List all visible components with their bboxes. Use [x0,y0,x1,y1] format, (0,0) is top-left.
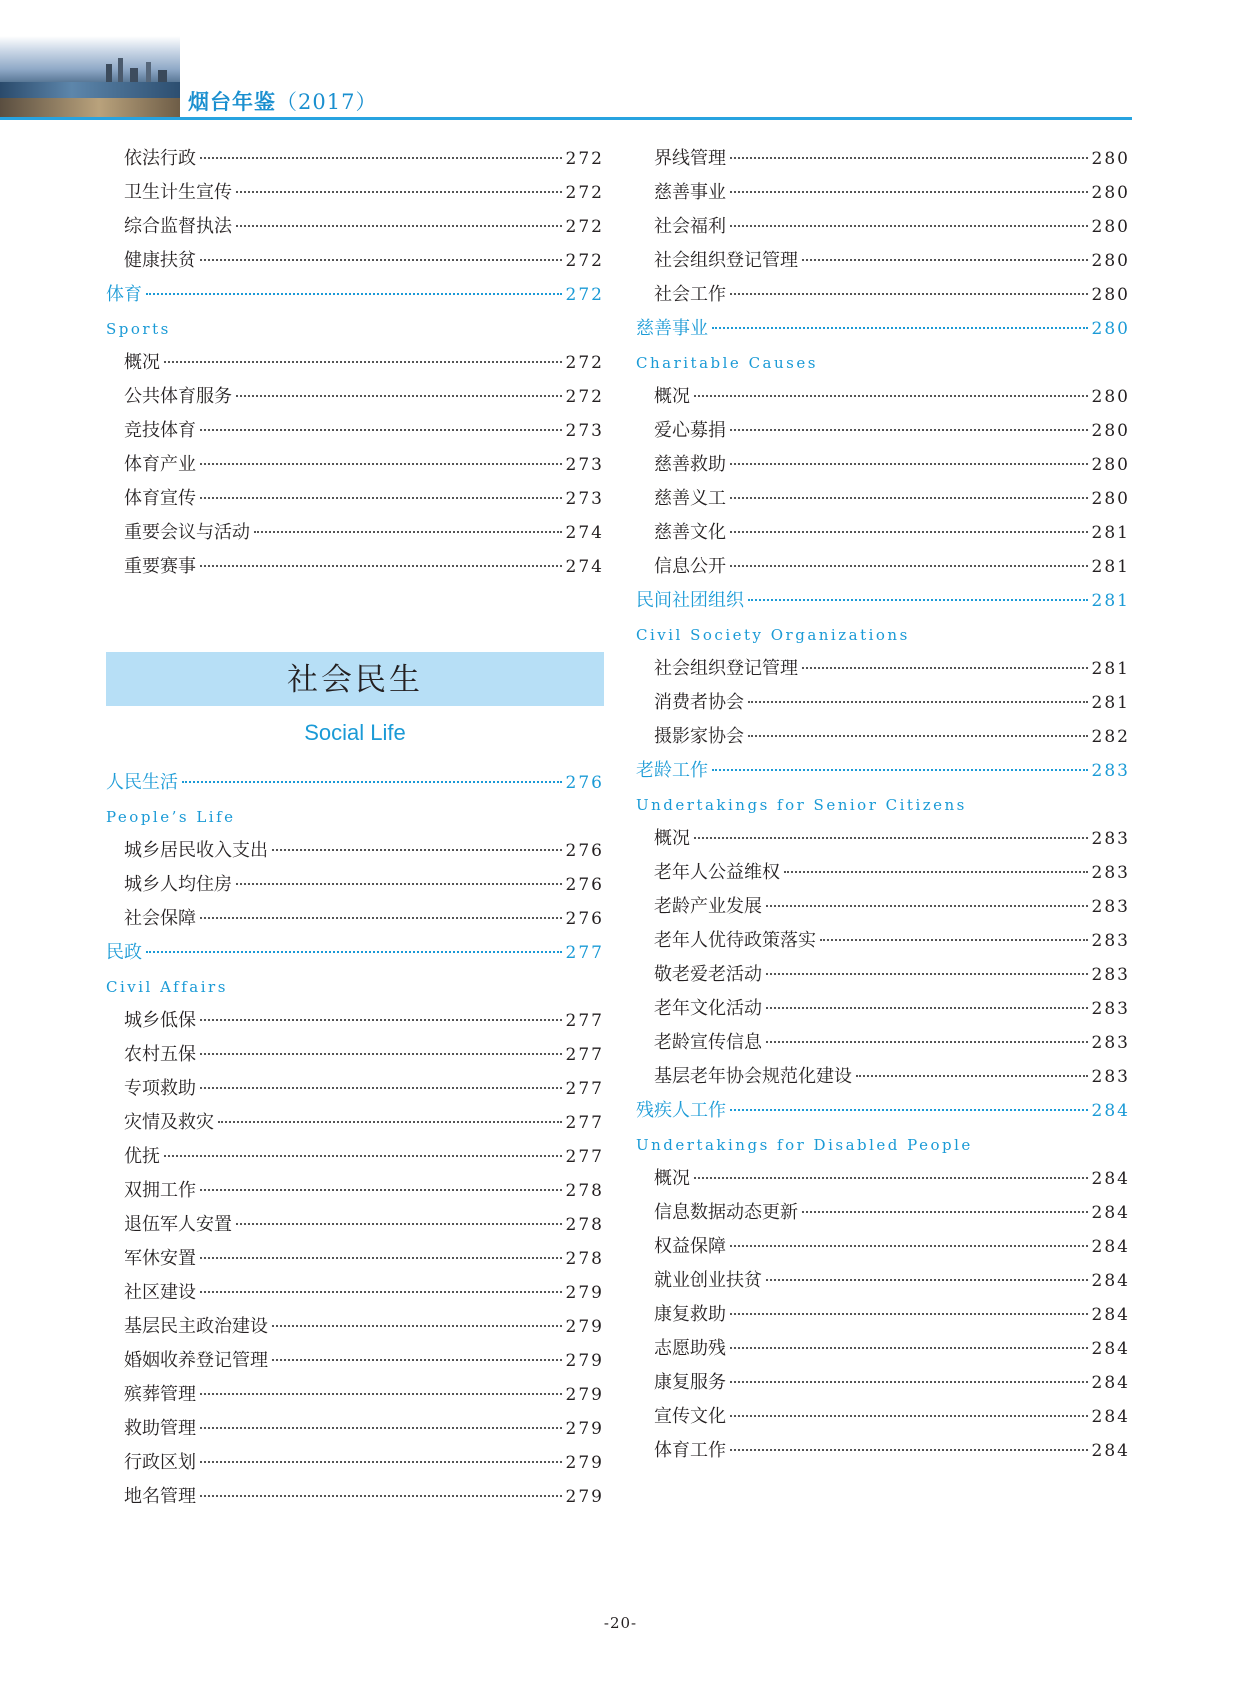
toc-entry[interactable] [636,924,1130,958]
toc-section-english-title [636,1128,1130,1162]
toc-page-number: 284 [1091,1101,1130,1121]
dot-leader [236,1222,562,1225]
toc-entry[interactable] [636,244,1130,278]
toc-entry-label: 城乡低保 [124,1010,196,1031]
toc-page-number: 272 [565,285,604,305]
toc-entry[interactable] [636,210,1130,244]
toc-entry-label: 信息公开 [654,556,726,577]
toc-page-number: 280 [1091,421,1130,441]
toc-page-number: 281 [1091,659,1130,679]
toc-entry[interactable] [106,1140,604,1174]
toc-entry[interactable] [106,834,604,868]
toc-entry-label: 消费者协会 [654,692,744,713]
toc-entry[interactable] [636,1060,1130,1094]
toc-entry-label: 重要赛事 [124,556,196,577]
toc-entry-label: 信息数据动态更新 [654,1202,798,1223]
dot-leader [730,496,1088,499]
chapter-title: 社会民生 [287,662,423,698]
toc-entry-label: 宣传文化 [654,1406,726,1427]
toc-page-number: 272 [565,217,604,237]
toc-page-number: 283 [1091,999,1130,1019]
toc-page-number: 272 [565,251,604,271]
dot-leader [820,938,1088,941]
toc-entry-label: 退伍军人安置 [124,1214,232,1235]
toc-entry[interactable] [106,902,604,936]
toc-entry[interactable] [106,142,604,176]
toc-entry-label: 概况 [654,828,690,849]
toc-entry-label: 依法行政 [124,148,196,169]
dot-leader [784,870,1088,873]
toc-entry[interactable] [106,176,604,210]
dot-leader [802,258,1088,261]
toc-entry[interactable] [636,176,1130,210]
dot-leader [730,530,1088,533]
toc-page-number: 277 [565,1079,604,1099]
toc-page-number: 276 [565,875,604,895]
toc-page-number: 272 [565,183,604,203]
dot-leader [200,916,562,919]
toc-page-number: 283 [1091,965,1130,985]
toc-page-number: 283 [1091,1067,1130,1087]
toc-entry-label: 综合监督执法 [124,216,232,237]
dot-leader [748,734,1088,737]
page-number: -20- [603,1614,638,1632]
toc-entry[interactable] [106,244,604,278]
dot-leader [200,156,562,159]
toc-entry[interactable] [636,380,1130,414]
dot-leader [200,1188,562,1191]
toc-entry-label: 优抚 [124,1146,160,1167]
toc-page-number: 284 [1091,1203,1130,1223]
yearbook-name: 烟台年鉴 [188,90,276,114]
toc-page-number: 283 [1091,1033,1130,1053]
toc-page-number: 280 [1091,319,1130,339]
toc-entry-label: 慈善义工 [654,488,726,509]
toc-entry[interactable] [106,550,604,584]
toc-entry[interactable] [636,652,1130,686]
toc-left-upper-list [106,142,604,584]
header-city-photo [0,36,180,120]
dot-leader [748,700,1088,703]
toc-entry-label: 权益保障 [654,1236,726,1257]
toc-section-entry[interactable] [106,936,604,970]
dot-leader [236,882,562,885]
toc-entry-label: 军休安置 [124,1248,196,1269]
toc-entry-label: 殡葬管理 [124,1384,196,1405]
toc-entry[interactable] [636,1026,1130,1060]
toc-page-number: 274 [565,557,604,577]
dot-leader [694,394,1088,397]
toc-entry-label: 概况 [124,352,160,373]
toc-entry[interactable] [106,414,604,448]
toc-page-number: 276 [565,773,604,793]
toc-page-number: 283 [1091,761,1130,781]
toc-page-number: 282 [1091,727,1130,747]
toc-page-number: 276 [565,909,604,929]
chapter-subtitle: Social Life [304,720,406,745]
toc-page-number: 272 [565,353,604,373]
toc-entry-label: 老年人公益维权 [654,862,780,883]
toc-page-number: 283 [1091,829,1130,849]
toc-entry[interactable] [636,516,1130,550]
toc-entry[interactable] [636,414,1130,448]
toc-page-number: 273 [565,421,604,441]
toc-entry-label: 老龄产业发展 [654,896,762,917]
toc-entry[interactable] [636,278,1130,312]
dot-leader [236,224,562,227]
toc-page-number: 280 [1091,149,1130,169]
toc-entry[interactable] [636,448,1130,482]
toc-entry[interactable] [106,516,604,550]
toc-page-number: 280 [1091,183,1130,203]
toc-page-number: 279 [565,1419,604,1439]
dot-leader [730,1312,1088,1315]
toc-entry-label: 摄影家协会 [654,726,744,747]
toc-page-number: 279 [565,1487,604,1507]
toc-page-number: 284 [1091,1339,1130,1359]
toc-page-number: 273 [565,455,604,475]
toc-entry-label: 爱心募捐 [654,420,726,441]
toc-entry-label: 老年文化活动 [654,998,762,1019]
dot-leader [146,950,562,953]
dot-leader [802,1210,1088,1213]
toc-page-number: 279 [565,1351,604,1371]
toc-entry-label: 社会工作 [654,284,726,305]
toc-entry-label: 基层老年协会规范化建设 [654,1066,852,1087]
toc-entry-label: 卫生计生宣传 [124,182,232,203]
dot-leader [200,428,562,431]
toc-entry-label: 敬老爱老活动 [654,964,762,985]
dot-leader [694,836,1088,839]
toc-page-number: 283 [1091,863,1130,883]
toc-entry[interactable] [106,1480,604,1514]
toc-entry-label: 专项救助 [124,1078,196,1099]
dot-leader [164,360,562,363]
dot-leader [200,496,562,499]
dot-leader [712,326,1088,329]
toc-entry-label: Sports [106,320,171,338]
toc-entry[interactable] [636,1400,1130,1434]
toc-entry[interactable] [106,1276,604,1310]
toc-section-entry[interactable] [636,312,1130,346]
toc-entry-label: 慈善文化 [654,522,726,543]
section-gap [106,584,604,642]
toc-entry-label: 重要会议与活动 [124,522,250,543]
dot-leader [218,1120,562,1123]
toc-page-number: 274 [565,523,604,543]
toc-entry[interactable] [636,550,1130,584]
toc-entry[interactable] [636,482,1130,516]
toc-page-number: 276 [565,841,604,861]
toc-entry[interactable] [636,1162,1130,1196]
toc-entry-label: 民间社团组织 [636,590,744,611]
toc-entry[interactable] [106,868,604,902]
dot-leader [272,1324,562,1327]
toc-page-number: 283 [1091,897,1130,917]
yearbook-title [188,86,377,116]
toc-entry-label: 救助管理 [124,1418,196,1439]
toc-entry-label: 人民生活 [106,772,178,793]
dot-leader [146,292,562,295]
toc-entry[interactable] [636,1196,1130,1230]
dot-leader [730,190,1088,193]
dot-leader [200,1018,562,1021]
toc-entry-label: 竞技体育 [124,420,196,441]
dot-leader [766,972,1088,975]
toc-section-english-title [636,346,1130,380]
toc-page-number: 272 [565,149,604,169]
dot-leader [730,1108,1088,1111]
toc-entry[interactable] [636,1332,1130,1366]
dot-leader [200,564,562,567]
toc-entry-label: 体育工作 [654,1440,726,1461]
dot-leader [200,1256,562,1259]
toc-entry[interactable] [636,890,1130,924]
toc-section-english-title [636,618,1130,652]
toc-left-column [106,142,604,1514]
toc-entry[interactable] [106,1242,604,1276]
toc-entry-label: 城乡人均住房 [124,874,232,895]
toc-entry[interactable] [106,380,604,414]
toc-page-number: 273 [565,489,604,509]
toc-entry-label: 就业创业扶贫 [654,1270,762,1291]
toc-page-number: 272 [565,387,604,407]
toc-entry[interactable] [636,1298,1130,1332]
dot-leader [730,428,1088,431]
toc-page-number: 281 [1091,523,1130,543]
toc-entry[interactable] [106,1038,604,1072]
toc-page-number: 278 [565,1181,604,1201]
toc-entry-label: 志愿助残 [654,1338,726,1359]
toc-entry-label: 慈善事业 [636,318,708,339]
dot-leader [856,1074,1088,1077]
toc-entry[interactable] [106,448,604,482]
toc-entry-label: 健康扶贫 [124,250,196,271]
dot-leader [200,1086,562,1089]
toc-page-number: 278 [565,1215,604,1235]
toc-entry-label: 康复服务 [654,1372,726,1393]
toc-entry[interactable] [636,958,1130,992]
toc-entry-label: 灾情及救灾 [124,1112,214,1133]
toc-entry-label: 慈善事业 [654,182,726,203]
toc-entry-label: 老年人优待政策落实 [654,930,816,951]
toc-entry-label: 社会组织登记管理 [654,658,798,679]
toc-page-number: 281 [1091,693,1130,713]
toc-page-number: 284 [1091,1237,1130,1257]
toc-page-number: 281 [1091,591,1130,611]
toc-entry-label: Civil Society Organizations [636,626,910,644]
dot-leader [200,1392,562,1395]
toc-page-number: 280 [1091,251,1130,271]
toc-entry[interactable] [106,1412,604,1446]
toc-page-number: 279 [565,1453,604,1473]
toc-left-lower-list [106,766,604,1514]
dot-leader [254,530,562,533]
toc-entry-label: 体育宣传 [124,488,196,509]
toc-entry-label: 基层民主政治建设 [124,1316,268,1337]
toc-entry-label: 老龄工作 [636,760,708,781]
toc-entry-label: 社会福利 [654,216,726,237]
toc-section-entry[interactable] [636,584,1130,618]
toc-entry-label: Civil Affairs [106,978,228,996]
toc-page-number: 279 [565,1385,604,1405]
toc-entry[interactable] [106,482,604,516]
toc-entry-label: 体育产业 [124,454,196,475]
toc-right-list [636,142,1130,1468]
toc-entry-label: 民政 [106,942,142,963]
dot-leader [766,1040,1088,1043]
toc-page-number: 277 [565,943,604,963]
toc-page-number: 280 [1091,217,1130,237]
toc-entry[interactable] [106,1446,604,1480]
toc-entry[interactable] [636,1264,1130,1298]
toc-page-number: 279 [565,1283,604,1303]
toc-entry[interactable] [636,856,1130,890]
toc-entry-label: Charitable Causes [636,354,818,372]
dot-leader [200,1052,562,1055]
toc-page-number: 283 [1091,931,1130,951]
dot-leader [164,1154,562,1157]
toc-entry[interactable] [636,686,1130,720]
toc-page-number: 284 [1091,1373,1130,1393]
toc-section-entry[interactable] [106,278,604,312]
dot-leader [200,462,562,465]
dot-leader [730,1380,1088,1383]
toc-entry[interactable] [106,1174,604,1208]
toc-entry[interactable] [106,1004,604,1038]
dot-leader [766,904,1088,907]
toc-page-number: 284 [1091,1305,1130,1325]
toc-entry-label: 残疾人工作 [636,1100,726,1121]
toc-entry-label: 界线管理 [654,148,726,169]
toc-entry-label: 地名管理 [124,1486,196,1507]
toc-entry-label: 公共体育服务 [124,386,232,407]
header-divider [0,117,1132,120]
toc-page-number: 281 [1091,557,1130,577]
dot-leader [730,1244,1088,1247]
toc-page-number: 280 [1091,285,1130,305]
dot-leader [730,156,1088,159]
dot-leader [730,1414,1088,1417]
toc-page-number: 280 [1091,455,1130,475]
toc-entry[interactable] [106,1378,604,1412]
dot-leader [272,1358,562,1361]
toc-section-entry[interactable] [636,1094,1130,1128]
dot-leader [200,1426,562,1429]
toc-entry-label: 行政区划 [124,1452,196,1473]
toc-entry-label: 城乡居民收入支出 [124,840,268,861]
toc-page-number: 284 [1091,1271,1130,1291]
dot-leader [694,1176,1088,1179]
toc-entry[interactable] [106,346,604,380]
toc-entry[interactable] [106,1106,604,1140]
toc-page-number: 277 [565,1045,604,1065]
toc-entry[interactable] [106,1208,604,1242]
toc-section-english-title [106,312,604,346]
toc-entry-label: 社会组织登记管理 [654,250,798,271]
yearbook-year: （2017） [276,90,378,114]
toc-page-number: 277 [565,1011,604,1031]
dot-leader [766,1278,1088,1281]
toc-entry[interactable] [106,1072,604,1106]
toc-entry-label: 婚姻收养登记管理 [124,1350,268,1371]
toc-entry-label: 社会保障 [124,908,196,929]
toc-entry-label: 体育 [106,284,142,305]
chapter-banner [106,652,604,706]
toc-entry[interactable] [636,720,1130,754]
toc-entry-label: 双拥工作 [124,1180,196,1201]
dot-leader [272,848,562,851]
toc-entry[interactable] [106,210,604,244]
toc-entry-label: People’s Life [106,808,236,826]
toc-page-number: 277 [565,1147,604,1167]
toc-entry-label: 康复救助 [654,1304,726,1325]
dot-leader [200,258,562,261]
toc-page-number: 280 [1091,387,1130,407]
toc-section-english-title [106,800,604,834]
toc-entry[interactable] [636,1230,1130,1264]
dot-leader [730,1346,1088,1349]
dot-leader [730,564,1088,567]
toc-page-number: 284 [1091,1441,1130,1461]
toc-entry[interactable] [636,1366,1130,1400]
toc-entry[interactable] [636,822,1130,856]
dot-leader [236,394,562,397]
dot-leader [730,224,1088,227]
toc-section-english-title [636,788,1130,822]
toc-entry[interactable] [636,992,1130,1026]
toc-page-number: 284 [1091,1407,1130,1427]
dot-leader [730,292,1088,295]
toc-page-number: 277 [565,1113,604,1133]
dot-leader [200,1460,562,1463]
toc-entry-label: 概况 [654,1168,690,1189]
dot-leader [730,462,1088,465]
dot-leader [182,780,562,783]
dot-leader [200,1494,562,1497]
dot-leader [236,190,562,193]
dot-leader [748,598,1088,601]
toc-page-number: 280 [1091,489,1130,509]
toc-page-number: 284 [1091,1169,1130,1189]
toc-entry-label: Undertakings for Disabled People [636,1136,973,1154]
toc-entry-label: Undertakings for Senior Citizens [636,796,967,814]
toc-section-entry[interactable] [106,766,604,800]
dot-leader [730,1448,1088,1451]
dot-leader [200,1290,562,1293]
toc-entry-label: 社区建设 [124,1282,196,1303]
toc-entry[interactable] [106,1344,604,1378]
toc-entry[interactable] [106,1310,604,1344]
toc-section-english-title [106,970,604,1004]
toc-section-entry[interactable] [636,754,1130,788]
toc-entry[interactable] [636,142,1130,176]
toc-entry-label: 概况 [654,386,690,407]
toc-right-column [636,142,1130,1468]
toc-page-number: 279 [565,1317,604,1337]
toc-entry-label: 老龄宣传信息 [654,1032,762,1053]
dot-leader [712,768,1088,771]
toc-entry-label: 农村五保 [124,1044,196,1065]
dot-leader [766,1006,1088,1009]
toc-entry-label: 慈善救助 [654,454,726,475]
toc-page-number: 278 [565,1249,604,1269]
dot-leader [802,666,1088,669]
toc-entry[interactable] [636,1434,1130,1468]
